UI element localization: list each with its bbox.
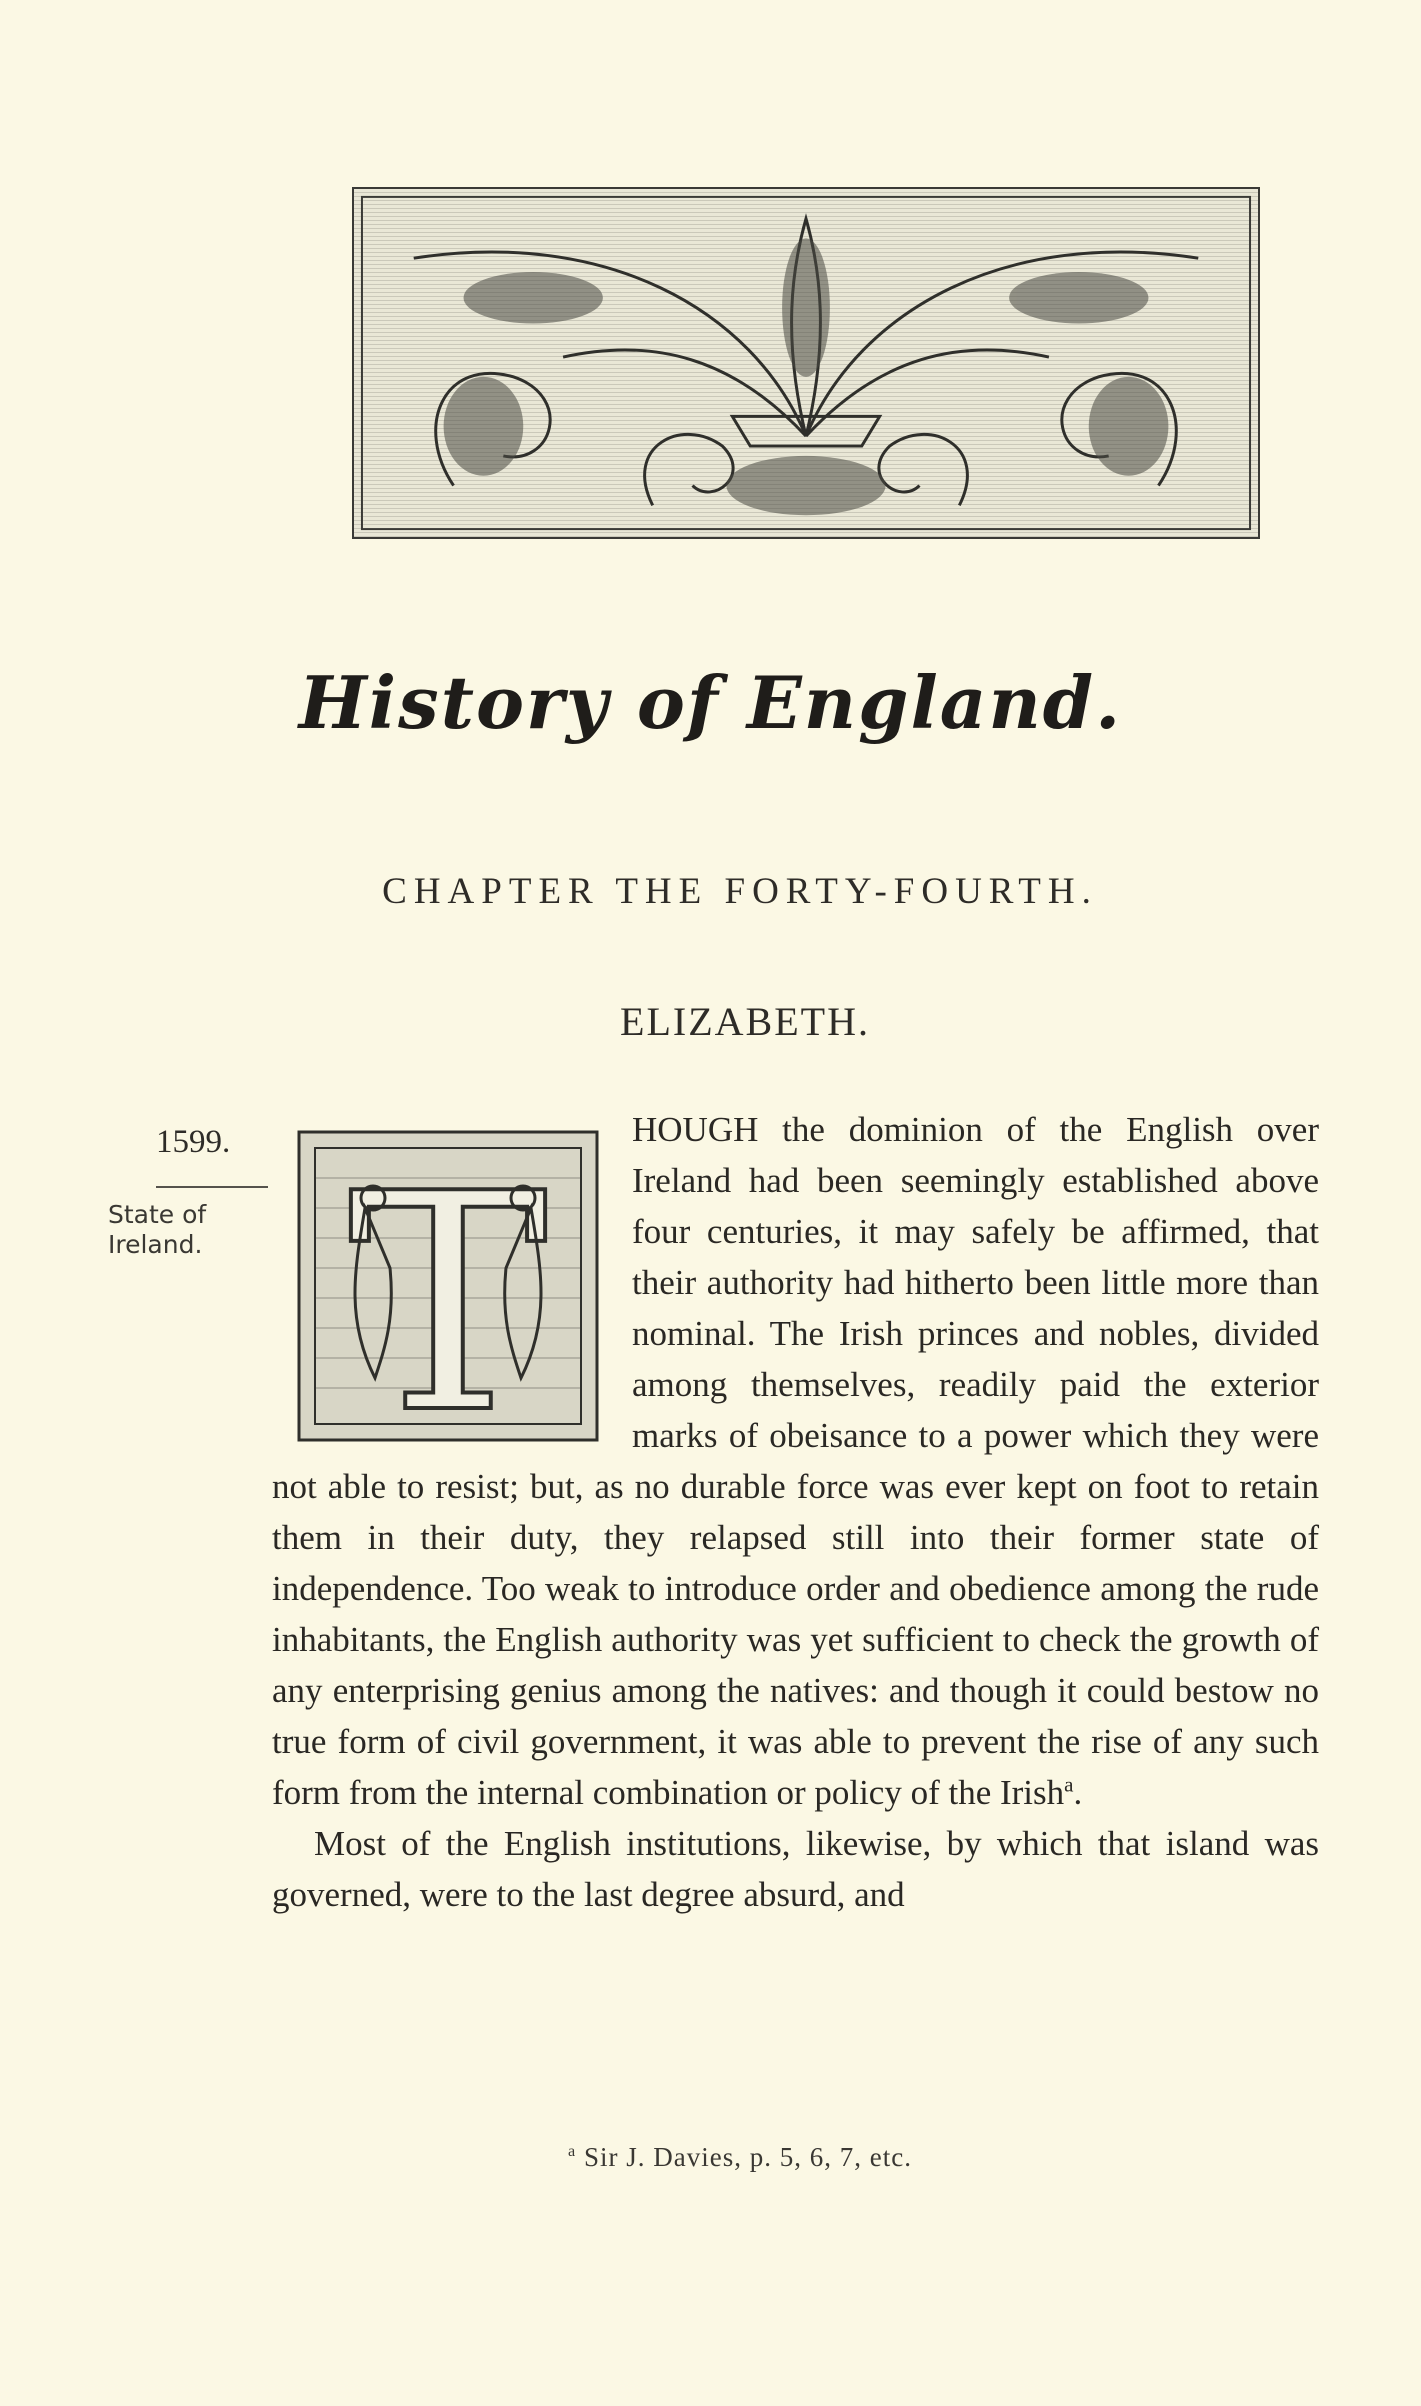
chapter-heading: CHAPTER THE FORTY-FOURTH. [382, 871, 1098, 912]
paragraph-2: Most of the English institutions, likewise, by which that island was governed, were to the last degree absurd, and [272, 1824, 1319, 1914]
footnote-ref[interactable]: a [1064, 1772, 1074, 1797]
margin-year: 1599. [156, 1124, 231, 1160]
paragraph-1-end: . [1073, 1773, 1083, 1812]
section-heading: ELIZABETH. [620, 999, 870, 1044]
acanthus-ornament-icon [354, 189, 1258, 537]
drop-cap-space [272, 1104, 632, 1457]
opening-word: HOUGH [632, 1110, 759, 1149]
drop-cap-letter: T [347, 1130, 549, 1454]
footnote-text: Sir J. Davies, p. 5, 6, 7, etc. [583, 2142, 912, 2172]
ornamental-headpiece [352, 187, 1260, 539]
margin-note: State of Ireland. [108, 1200, 207, 1259]
footnote [0, 2142, 1421, 2173]
margin-divider [156, 1186, 268, 1188]
body-text [272, 1104, 1319, 1920]
paragraph-1-text: the dominion of the English over Ireland had been seemingly established above four centuries, it may safely be affirmed, that their authority had hitherto been little more than nominal. The Irish princes and nobles, divided among themselves, readily paid the exterior marks of obeisance to a power which they were not able to resist; but, as no durable force was ever kept on foot to retain them in their duty, they relapsed still into their former state of independence. Too weak to introduce order and obedience among the rude inhabitants, the English authority was yet sufficient to check the growth of any enterprising genius among the natives: and though it could bestow no true form of civil government, it was able to prevent the rise of any such form from the internal combination or policy of the Irish [272, 1110, 1319, 1812]
book-title: History of England. [298, 660, 1123, 745]
footnote-mark: a [568, 2142, 577, 2160]
